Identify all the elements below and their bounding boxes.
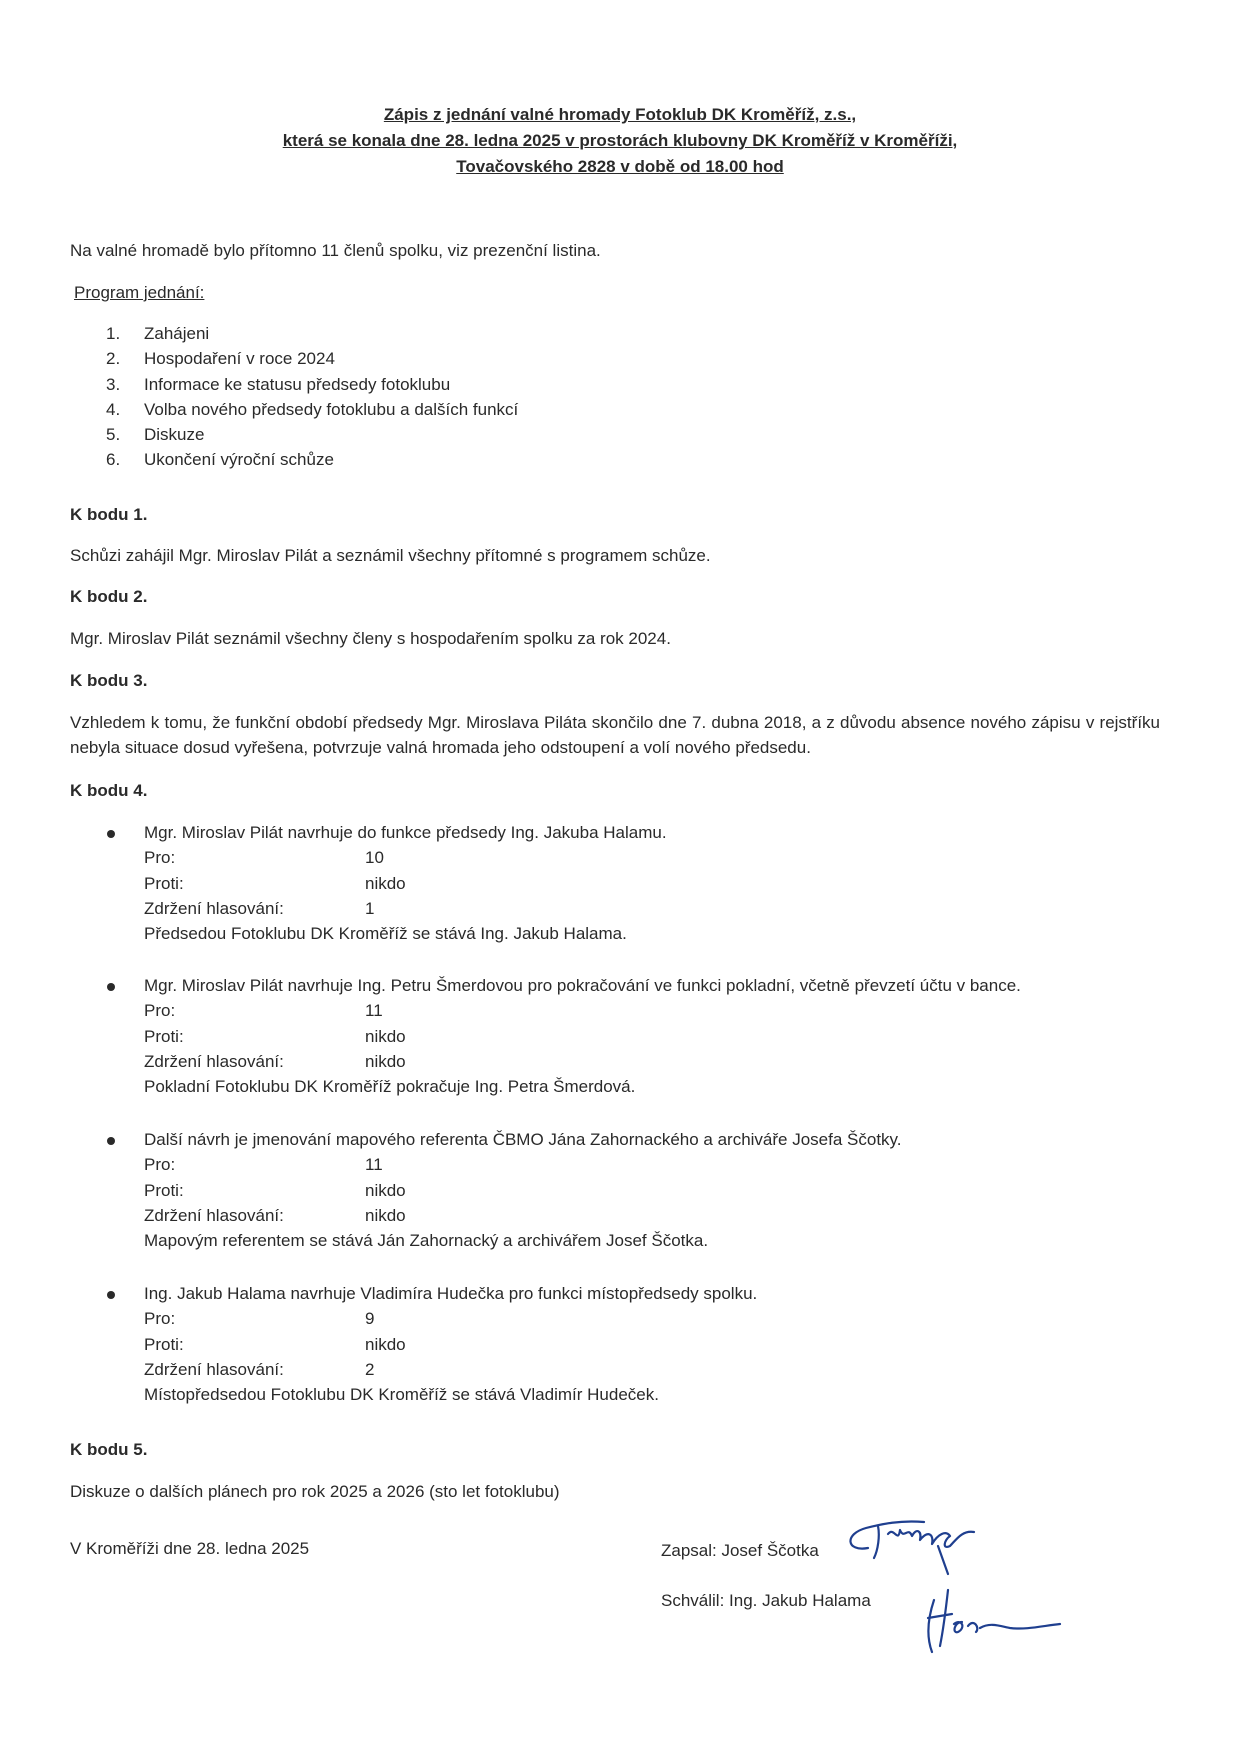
- signature-halama: [918, 1578, 1068, 1658]
- section-5-text: Diskuze o dalších plánech pro rok 2025 a 2026 (sto let fotoklubu): [70, 1482, 560, 1501]
- vote-result: Mapovým referentem se stává Ján Zahornacký a archivářem Josef Ščotka.: [144, 1231, 709, 1251]
- section-2-heading: K bodu 2.: [70, 587, 148, 606]
- approved-by: Schválil: Ing. Jakub Halama: [661, 1591, 871, 1610]
- vote-proti-row: Proti: nikdo: [0, 1024, 1021, 1049]
- vote-zdrzeni-value: nikdo: [365, 1051, 406, 1071]
- vote-pro-value: 11: [365, 1155, 383, 1175]
- vote-proti-row: Proti: nikdo: [0, 871, 667, 896]
- section-5-heading: K bodu 5.: [70, 1440, 148, 1459]
- program-item: 3. Informace ke statusu předsedy fotoklubu: [106, 374, 451, 394]
- section-1-heading: K bodu 1.: [70, 505, 148, 524]
- section-1-text: Schůzi zahájil Mgr. Miroslav Pilát a seznámil všechny přítomné s programem schůze.: [70, 546, 711, 565]
- vote-result: Místopředsedou Fotoklubu DK Kroměříž se stává Vladimír Hudeček.: [144, 1385, 659, 1405]
- vote-proti-value: nikdo: [365, 873, 406, 893]
- vote-pro-row: Pro: 11: [0, 1152, 902, 1177]
- document-title: [0, 102, 1240, 180]
- vote-zdrzeni-row: Zdržení hlasování: nikdo: [0, 1049, 1021, 1074]
- vote-proposal: Další návrh je jmenování mapového referenta ČBMO Jána Zahornackého a archiváře Josefa Ščotky.: [144, 1130, 902, 1149]
- recorded-by: Zapsal: Josef Ščotka: [661, 1541, 819, 1560]
- vote-block: [0, 973, 1021, 1099]
- vote-pro-value: 9: [365, 1309, 375, 1329]
- vote-zdrzeni-row: Zdržení hlasování: 1: [0, 896, 667, 921]
- program-list: [0, 321, 518, 473]
- vote-zdrzeni-value: 1: [365, 898, 375, 918]
- vote-block: [0, 1127, 902, 1253]
- signature-scotka: [838, 1500, 988, 1580]
- program-item: 2. Hospodaření v roce 2024: [106, 349, 335, 369]
- vote-zdrzeni-value: 2: [365, 1359, 375, 1379]
- program-item: 6. Ukončení výroční schůze: [106, 450, 334, 470]
- place-date: V Kroměříži dne 28. ledna 2025: [70, 1539, 310, 1558]
- vote-result: Předsedou Fotoklubu DK Kroměříž se stává Ing. Jakub Halama.: [144, 924, 627, 944]
- vote-block: [0, 1281, 757, 1407]
- vote-proti-value: nikdo: [365, 1180, 406, 1200]
- program-item: 5. Diskuze: [106, 425, 205, 445]
- vote-proti-row: Proti: nikdo: [0, 1178, 902, 1203]
- section-4-heading: K bodu 4.: [70, 781, 148, 800]
- vote-proti-value: nikdo: [365, 1026, 406, 1046]
- vote-proti-row: Proti: nikdo: [0, 1332, 757, 1357]
- attendance-text: Na valné hromadě bylo přítomno 11 členů spolku, viz prezenční listina.: [70, 241, 601, 260]
- vote-pro-value: 11: [365, 1001, 383, 1021]
- vote-zdrzeni-row: Zdržení hlasování: 2: [0, 1357, 757, 1382]
- vote-proposal: Mgr. Miroslav Pilát navrhuje do funkce předsedy Ing. Jakuba Halamu.: [144, 823, 667, 842]
- vote-pro-value: 10: [365, 848, 384, 868]
- program-item: 4. Volba nového předsedy fotoklubu a dalších funkcí: [106, 399, 519, 419]
- vote-result: Pokladní Fotoklubu DK Kroměříž pokračuje Ing. Petra Šmerdová.: [144, 1077, 636, 1097]
- program-item: 1. Zahájeni: [106, 324, 210, 343]
- vote-pro-row: Pro: 9: [0, 1306, 757, 1331]
- title-line-2: která se konala dne 28. ledna 2025 v prostorách klubovny DK Kroměříž v Kroměříži,: [282, 131, 958, 150]
- vote-proposal: Ing. Jakub Halama navrhuje Vladimíra Hudečka pro funkci místopředsedy spolku.: [144, 1284, 758, 1303]
- section-3-heading: K bodu 3.: [70, 671, 148, 690]
- title-line-1: Zápis z jednání valné hromady Fotoklub DK Kroměříž, z.s.,: [383, 105, 857, 124]
- vote-proti-value: nikdo: [365, 1334, 406, 1354]
- vote-pro-row: Pro: 11: [0, 998, 1021, 1023]
- vote-zdrzeni-row: Zdržení hlasování: nikdo: [0, 1203, 902, 1228]
- title-line-3: Tovačovského 2828 v době od 18.00 hod: [456, 157, 784, 176]
- section-2-text: Mgr. Miroslav Pilát seznámil všechny členy s hospodařením spolku za rok 2024.: [70, 629, 671, 648]
- program-heading: Program jednání:: [74, 283, 205, 302]
- vote-pro-row: Pro: 10: [0, 845, 667, 870]
- vote-block: [0, 820, 667, 946]
- section-3-text: Vzhledem k tomu, že funkční období předsedy Mgr. Miroslava Piláta skončilo dne 7. dubna 2018, a z důvodu absence nového zápisu v rejstříku nebyla situace dosud vyřešena, potvrzuje valná hromada jeho odstoupení a volí nového předsedu.: [70, 713, 1160, 757]
- vote-proposal: Mgr. Miroslav Pilát navrhuje Ing. Petru Šmerdovou pro pokračování ve funkci pokladní, včetně převzetí účtu v bance.: [144, 976, 1021, 995]
- vote-zdrzeni-value: nikdo: [365, 1205, 406, 1225]
